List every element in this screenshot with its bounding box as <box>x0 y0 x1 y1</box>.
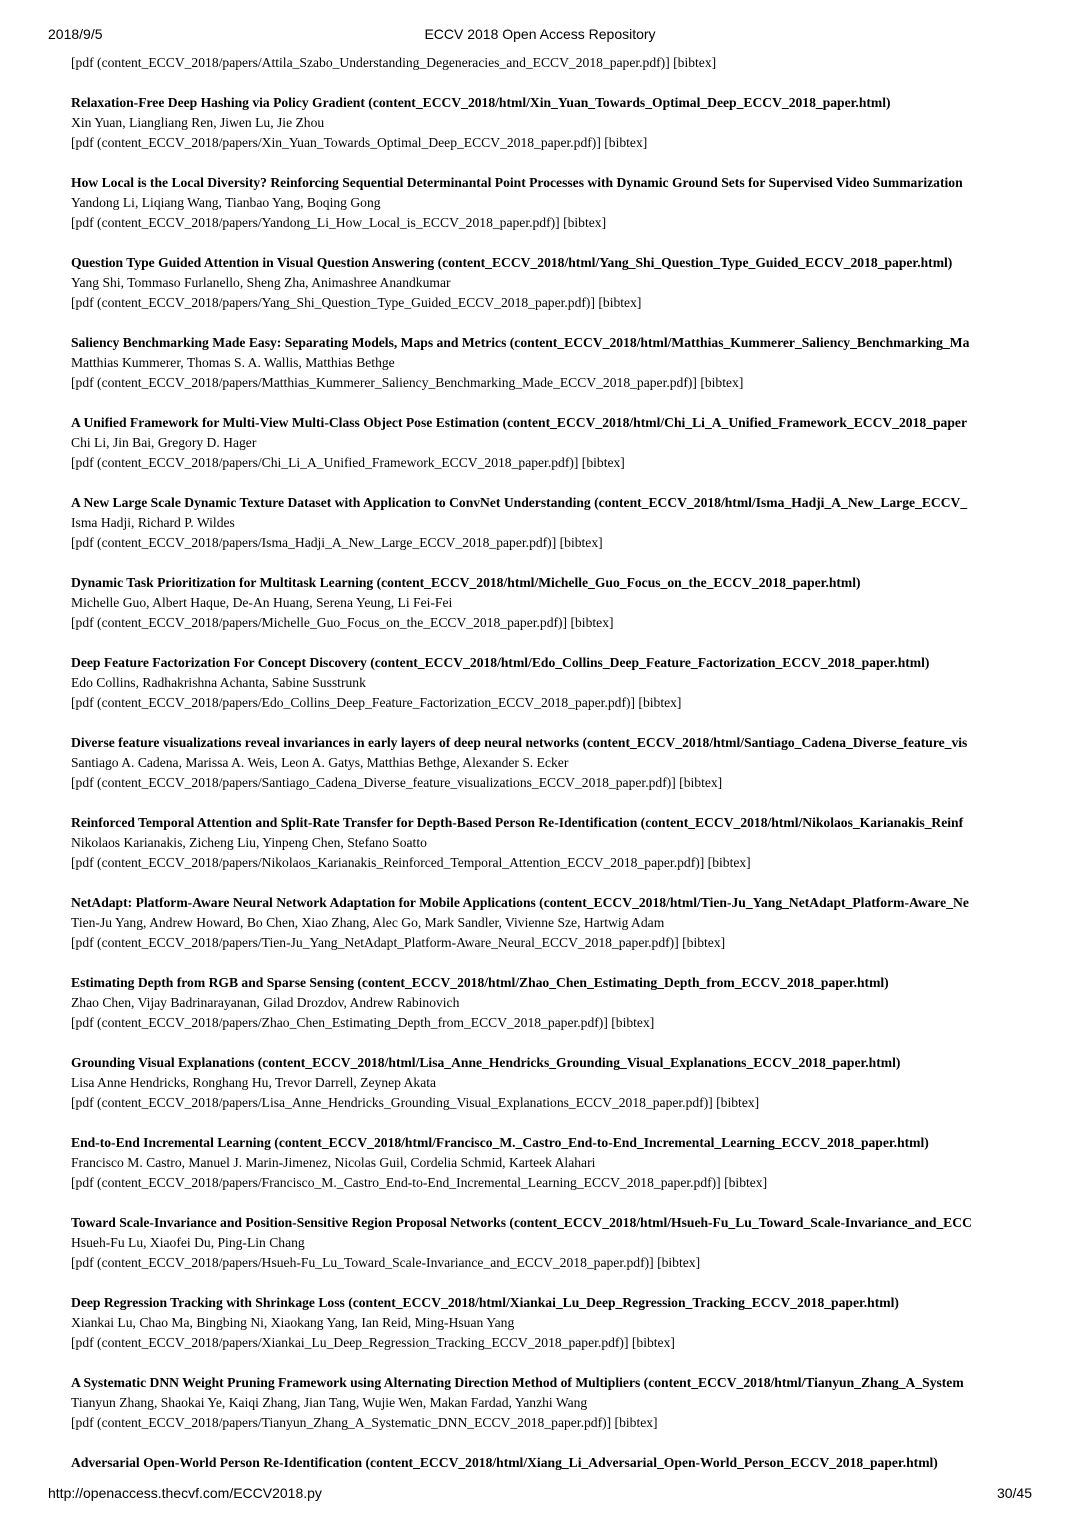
paper-authors: Nikolaos Karianakis, Zicheng Liu, Yinpeng Chen, Stefano Soatto <box>71 835 427 850</box>
pdf-bibtex-link[interactable]: [pdf (content_ECCV_2018/papers/Francisco_M._Castro_End-to-End_Incremental_Learning_ECCV_2018_paper.pdf)] [bibtex] <box>71 1175 768 1190</box>
paper-authors: Tianyun Zhang, Shaokai Ye, Kaiqi Zhang, Jian Tang, Wujie Wen, Makan Fardad, Yanzhi Wang <box>71 1395 588 1410</box>
paper-title-link[interactable]: Estimating Depth from RGB and Sparse Sensing (content_ECCV_2018/html/Zhao_Chen_Estimating_Depth_from_ECCV_2018_paper.html) <box>71 975 889 990</box>
paper-title-link[interactable]: Grounding Visual Explanations (content_ECCV_2018/html/Lisa_Anne_Hendricks_Grounding_Visual_Explanations_ECCV_2018_paper.html) <box>71 1055 901 1070</box>
paper-title-link[interactable]: Adversarial Open-World Person Re-Identification (content_ECCV_2018/html/Xiang_Li_Adversarial_Open-World_Person_ECCV_2018_paper.html) <box>71 1455 938 1470</box>
paper-title-link[interactable]: Relaxation-Free Deep Hashing via Policy Gradient (content_ECCV_2018/html/Xin_Yuan_Towards_Optimal_Deep_ECCV_2018_paper.html) <box>71 95 891 110</box>
paper-authors: Francisco M. Castro, Manuel J. Marin-Jimenez, Nicolas Guil, Cordelia Schmid, Karteek Alahari <box>71 1155 596 1170</box>
paper-title-link[interactable]: Reinforced Temporal Attention and Split-Rate Transfer for Depth-Based Person Re-Identification (content_ECCV_2018/html/Nikolaos_Karianakis_Reinf <box>71 815 964 830</box>
paper-entry <box>71 173 1033 233</box>
paper-authors: Michelle Guo, Albert Haque, De-An Huang, Serena Yeung, Li Fei-Fei <box>71 595 453 610</box>
pdf-bibtex-link[interactable]: [pdf (content_ECCV_2018/papers/Yandong_Li_How_Local_is_ECCV_2018_paper.pdf)] [bibtex] <box>71 215 607 230</box>
paper-authors: Hsueh-Fu Lu, Xiaofei Du, Ping-Lin Chang <box>71 1235 305 1250</box>
paper-title-link[interactable]: Toward Scale-Invariance and Position-Sensitive Region Proposal Networks (content_ECCV_2018/html/Hsueh-Fu_Lu_Toward_Scale-Invariance_and_ECC <box>71 1215 972 1230</box>
paper-entry <box>71 1293 1033 1353</box>
pdf-bibtex-link[interactable]: [pdf (content_ECCV_2018/papers/Matthias_Kummerer_Saliency_Benchmarking_Made_ECCV_2018_paper.pdf)] [bibtex] <box>71 375 744 390</box>
pdf-bibtex-link[interactable]: [pdf (content_ECCV_2018/papers/Michelle_Guo_Focus_on_the_ECCV_2018_paper.pdf)] [bibtex] <box>71 615 614 630</box>
paper-title-link[interactable]: Question Type Guided Attention in Visual Question Answering (content_ECCV_2018/html/Yang_Shi_Question_Type_Guided_ECCV_2018_paper.html) <box>71 255 953 270</box>
paper-entry <box>71 1213 1033 1273</box>
paper-title-link[interactable]: A Systematic DNN Weight Pruning Framework using Alternating Direction Method of Multipliers (content_ECCV_2018/html/Tianyun_Zhang_A_System <box>71 1375 964 1390</box>
paper-entry <box>71 413 1033 473</box>
paper-title-link[interactable]: NetAdapt: Platform-Aware Neural Network Adaptation for Mobile Applications (content_ECCV_2018/html/Tien-Ju_Yang_NetAdapt_Platform-Aware_Ne <box>71 895 969 910</box>
paper-title-link[interactable]: Saliency Benchmarking Made Easy: Separating Models, Maps and Metrics (content_ECCV_2018/html/Matthias_Kummerer_Saliency_Benchmarking_Ma <box>71 335 970 350</box>
page-title: ECCV 2018 Open Access Repository <box>424 26 656 42</box>
pdf-bibtex-link[interactable]: [pdf (content_ECCV_2018/papers/Tianyun_Zhang_A_Systematic_DNN_ECCV_2018_paper.pdf)] [bibtex] <box>71 1415 658 1430</box>
paper-authors: Matthias Kummerer, Thomas S. A. Wallis, Matthias Bethge <box>71 355 395 370</box>
paper-title-link[interactable]: End-to-End Incremental Learning (content_ECCV_2018/html/Francisco_M._Castro_End-to-End_Incremental_Learning_ECCV_2018_paper.html) <box>71 1135 929 1150</box>
paper-entry <box>71 973 1033 1033</box>
paper-authors: Xin Yuan, Liangliang Ren, Jiwen Lu, Jie Zhou <box>71 115 325 130</box>
paper-entry <box>71 1053 1033 1113</box>
print-date: 2018/9/5 <box>48 26 103 42</box>
paper-entry <box>71 493 1033 553</box>
paper-entry <box>71 333 1033 393</box>
paper-authors: Xiankai Lu, Chao Ma, Bingbing Ni, Xiaokang Yang, Ian Reid, Ming-Hsuan Yang <box>71 1315 515 1330</box>
paper-authors: Chi Li, Jin Bai, Gregory D. Hager <box>71 435 257 450</box>
pdf-bibtex-link[interactable]: [pdf (content_ECCV_2018/papers/Chi_Li_A_Unified_Framework_ECCV_2018_paper.pdf)] [bibtex] <box>71 455 625 470</box>
paper-title-link[interactable]: Diverse feature visualizations reveal invariances in early layers of deep neural networks (content_ECCV_2018/html/Santiago_Cadena_Diverse_feature_vis <box>71 735 968 750</box>
paper-title-link[interactable]: A Unified Framework for Multi-View Multi-Class Object Pose Estimation (content_ECCV_2018/html/Chi_Li_A_Unified_Framework_ECCV_2018_paper <box>71 415 967 430</box>
paper-entry <box>71 1373 1033 1433</box>
paper-authors: Isma Hadji, Richard P. Wildes <box>71 515 235 530</box>
paper-authors: Santiago A. Cadena, Marissa A. Weis, Leon A. Gatys, Matthias Bethge, Alexander S. Ecker <box>71 755 569 770</box>
paper-title-link[interactable]: How Local is the Local Diversity? Reinforcing Sequential Determinantal Point Processes with Dynamic Ground Sets for Supervised Video Summarization <box>71 175 963 190</box>
paper-authors: Yandong Li, Liqiang Wang, Tianbao Yang, Boqing Gong <box>71 195 381 210</box>
paper-entry <box>71 253 1033 313</box>
pdf-bibtex-link[interactable]: [pdf (content_ECCV_2018/papers/Nikolaos_Karianakis_Reinforced_Temporal_Attention_ECCV_2018_paper.pdf)] [bibtex] <box>71 855 751 870</box>
paper-title-link[interactable]: Dynamic Task Prioritization for Multitask Learning (content_ECCV_2018/html/Michelle_Guo_Focus_on_the_ECCV_2018_paper.html) <box>71 575 861 590</box>
pdf-bibtex-link[interactable]: [pdf (content_ECCV_2018/papers/Xiankai_Lu_Deep_Regression_Tracking_ECCV_2018_paper.pdf)] [bibtex] <box>71 1335 675 1350</box>
pdf-bibtex-link[interactable]: [pdf (content_ECCV_2018/papers/Zhao_Chen_Estimating_Depth_from_ECCV_2018_paper.pdf)] [bibtex] <box>71 1015 655 1030</box>
paper-authors: Yang Shi, Tommaso Furlanello, Sheng Zha, Animashree Anandkumar <box>71 275 451 290</box>
paper-entry <box>71 733 1033 793</box>
paper-entry <box>71 93 1033 153</box>
paper-entry <box>71 1453 1033 1473</box>
paper-entry <box>71 573 1033 633</box>
paper-authors: Lisa Anne Hendricks, Ronghang Hu, Trevor Darrell, Zeynep Akata <box>71 1075 437 1090</box>
paper-entry <box>71 653 1033 713</box>
paper-entry <box>71 1133 1033 1193</box>
footer-url: http://openaccess.thecvf.com/ECCV2018.py <box>48 1485 322 1501</box>
paper-authors: Tien-Ju Yang, Andrew Howard, Bo Chen, Xiao Zhang, Alec Go, Mark Sandler, Vivienne Sze, Hartwig Adam <box>71 915 665 930</box>
paper-entry <box>71 813 1033 873</box>
pdf-bibtex-link[interactable]: [pdf (content_ECCV_2018/papers/Edo_Collins_Deep_Feature_Factorization_ECCV_2018_paper.pdf)] [bibtex] <box>71 695 682 710</box>
pdf-bibtex-link[interactable]: [pdf (content_ECCV_2018/papers/Isma_Hadji_A_New_Large_ECCV_2018_paper.pdf)] [bibtex] <box>71 535 603 550</box>
pdf-bibtex-link[interactable]: [pdf (content_ECCV_2018/papers/Lisa_Anne_Hendricks_Grounding_Visual_Explanations_ECCV_2018_paper.pdf)] [bibtex] <box>71 1095 760 1110</box>
paper-title-link[interactable]: Deep Feature Factorization For Concept Discovery (content_ECCV_2018/html/Edo_Collins_Deep_Feature_Factorization_ECCV_2018_paper.html) <box>71 655 930 670</box>
page-number: 30/45 <box>996 1485 1032 1501</box>
pdf-bibtex-link[interactable]: [pdf (content_ECCV_2018/papers/Xin_Yuan_Towards_Optimal_Deep_ECCV_2018_paper.pdf)] [bibtex] <box>71 135 648 150</box>
paper-authors: Zhao Chen, Vijay Badrinarayanan, Gilad Drozdov, Andrew Rabinovich <box>71 995 460 1010</box>
paper-title-link[interactable]: A New Large Scale Dynamic Texture Dataset with Application to ConvNet Understanding (content_ECCV_2018/html/Isma_Hadji_A_New_Large_ECCV_ <box>71 495 968 510</box>
pdf-bibtex-link[interactable]: [pdf (content_ECCV_2018/papers/Hsueh-Fu_Lu_Toward_Scale-Invariance_and_ECCV_2018_paper.pdf)] [bibtex] <box>71 1255 701 1270</box>
paper-list <box>71 53 1033 1473</box>
pdf-bibtex-link[interactable]: [pdf (content_ECCV_2018/papers/Attila_Szabo_Understanding_Degeneracies_and_ECCV_2018_paper.pdf)] [bibtex] <box>71 55 717 70</box>
paper-authors: Edo Collins, Radhakrishna Achanta, Sabine Susstrunk <box>71 675 366 690</box>
paper-title-link[interactable]: Deep Regression Tracking with Shrinkage Loss (content_ECCV_2018/html/Xiankai_Lu_Deep_Regression_Tracking_ECCV_2018_paper.html) <box>71 1295 899 1310</box>
pdf-bibtex-link[interactable]: [pdf (content_ECCV_2018/papers/Tien-Ju_Yang_NetAdapt_Platform-Aware_Neural_ECCV_2018_paper.pdf)] [bibtex] <box>71 935 726 950</box>
pdf-bibtex-link[interactable]: [pdf (content_ECCV_2018/papers/Santiago_Cadena_Diverse_feature_visualizations_ECCV_2018_paper.pdf)] [bibtex] <box>71 775 723 790</box>
paper-entry <box>71 893 1033 953</box>
pdf-bibtex-link[interactable]: [pdf (content_ECCV_2018/papers/Yang_Shi_Question_Type_Guided_ECCV_2018_paper.pdf)] [bibtex] <box>71 295 642 310</box>
